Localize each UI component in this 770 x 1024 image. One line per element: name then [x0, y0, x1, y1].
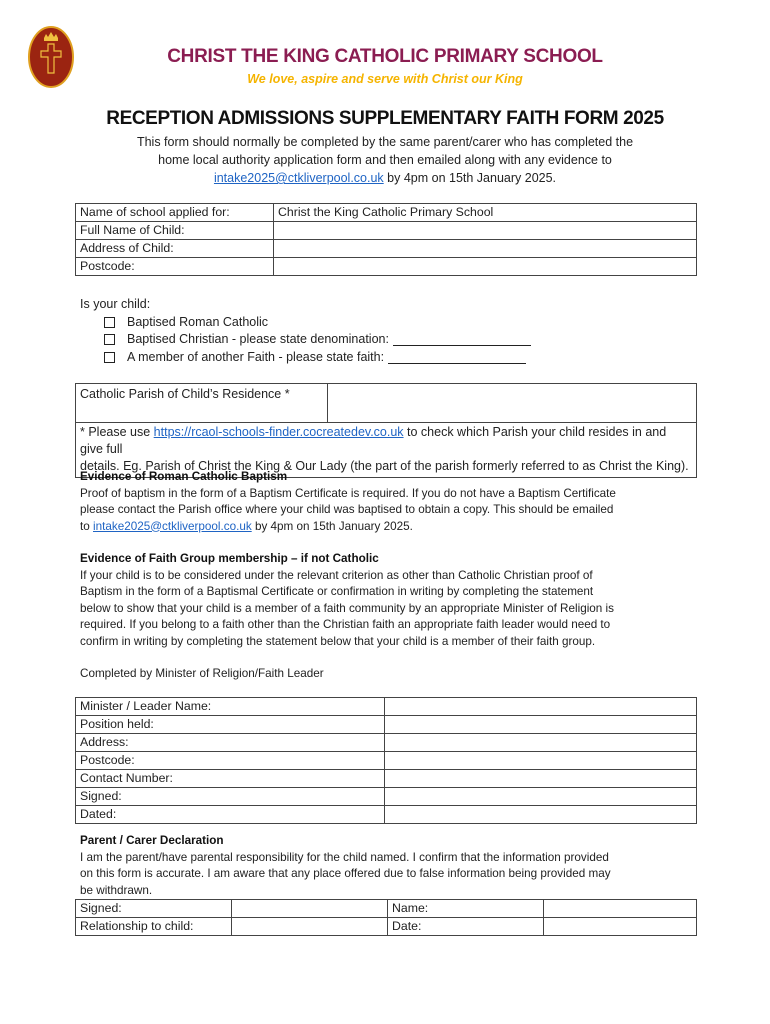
intro-line: [90, 169, 680, 187]
child-name-field[interactable]: [274, 222, 697, 240]
parish-field[interactable]: [328, 384, 697, 423]
minister-signed-field[interactable]: [385, 788, 697, 806]
faith-blank-field[interactable]: [388, 351, 526, 364]
row-label: Full Name of Child:: [76, 222, 274, 240]
option-label: Baptised Christian - please state denomination:: [127, 332, 389, 346]
note-text: to check which Parish your child resides in and give full: [80, 425, 667, 456]
completed-by-label: Completed by Minister of Religion/Faith Leader: [80, 667, 324, 680]
paragraph-line: be withdrawn.: [80, 883, 153, 897]
table-row: [76, 222, 697, 240]
paragraph-line: required. If you belong to a faith other than the Christian faith an appropriate faith leader would need to: [80, 618, 611, 631]
paragraph-line: confirm in writing by completing the statement below that your child is a member of their faith group.: [80, 634, 596, 648]
intro-line: home local authority application form and then emailed along with any evidence to: [158, 153, 612, 167]
parent-name-field[interactable]: [544, 900, 697, 918]
table-row: [76, 698, 697, 716]
school-motto: We love, aspire and serve with Christ our King: [247, 72, 523, 86]
row-label: Name:: [388, 900, 544, 918]
row-label: Contact Number:: [76, 770, 385, 788]
row-label: Date:: [388, 918, 544, 936]
parish-label: Catholic Parish of Child’s Residence *: [76, 384, 328, 423]
table-row: [76, 204, 697, 222]
paragraph-line: I am the parent/have parental responsibility for the child named. I confirm that the information provided: [80, 850, 609, 864]
note-text: details. Eg. Parish of Christ the King & Our Lady (the part of the parish formerly referred to as Christ the King).: [80, 459, 689, 473]
row-label: Signed:: [76, 900, 232, 918]
paragraph-line: [80, 519, 700, 536]
minister-name-field[interactable]: [385, 698, 697, 716]
intro-deadline: by 4pm on 15th January 2025.: [383, 171, 557, 185]
row-label: Relationship to child:: [76, 918, 232, 936]
table-row: [76, 788, 697, 806]
row-label: Postcode:: [76, 752, 385, 770]
paragraph-line: below to show that your child is a member of a faith community by an appropriate Minister of Religion is: [80, 601, 614, 615]
row-label: Address of Child:: [76, 240, 274, 258]
paragraph-line: Proof of baptism in the form of a Baptism Certificate is required. If you do not have a Baptism Certificate: [80, 486, 616, 500]
minister-postcode-field[interactable]: [385, 752, 697, 770]
text: by 4pm on 15th January 2025.: [251, 519, 413, 533]
paragraph-line: on this form is accurate. I am aware that any place offered due to false information being provided may: [80, 867, 611, 880]
minister-dated-field[interactable]: [385, 806, 697, 824]
table-row: [76, 734, 697, 752]
faith-question: [80, 296, 531, 366]
intake-email-link[interactable]: intake2025@ctkliverpool.co.uk: [213, 171, 384, 185]
row-label: Minister / Leader Name:: [76, 698, 385, 716]
contact-number-field[interactable]: [385, 770, 697, 788]
table-row: [76, 384, 697, 423]
child-details-table: [75, 203, 697, 276]
school-applied-field[interactable]: Christ the King Catholic Primary School: [274, 204, 697, 222]
child-postcode-field[interactable]: [274, 258, 697, 276]
table-row: [76, 240, 697, 258]
table-row: [76, 752, 697, 770]
table-row: [76, 258, 697, 276]
option-label: Baptised Roman Catholic: [127, 314, 269, 329]
row-label: Address:: [76, 734, 385, 752]
declaration-table: [75, 899, 697, 936]
intro-line: This form should normally be completed by the same parent/carer who has completed the: [136, 135, 634, 149]
position-field[interactable]: [385, 716, 697, 734]
evidence-faith-section: [80, 551, 700, 683]
schools-finder-link[interactable]: https://rcaol-schools-finder.cocreatedev.co.uk: [153, 425, 404, 439]
table-row: [76, 900, 697, 918]
evidence-rc-section: [80, 469, 700, 535]
table-row: [76, 918, 697, 936]
text: to: [80, 519, 93, 533]
table-row: [76, 770, 697, 788]
minister-details-table: [75, 697, 697, 824]
paragraph-line: please contact the Parish office where your child was baptised to obtain a copy. This should be emailed: [80, 503, 614, 516]
section-heading: Evidence of Roman Catholic Baptism: [80, 470, 288, 483]
paragraph-line: Baptism in the form of a Baptismal Certificate or confirmation in writing by completing the statement: [80, 585, 594, 598]
checkbox-icon[interactable]: [104, 317, 115, 328]
option-baptised-christian[interactable]: [104, 331, 531, 349]
parish-table: [75, 383, 697, 478]
table-row: [76, 716, 697, 734]
form-title: RECEPTION ADMISSIONS SUPPLEMENTARY FAITH FORM 2025: [106, 108, 664, 129]
row-label: Dated:: [76, 806, 385, 824]
section-heading: Evidence of Faith Group membership – if not Catholic: [80, 552, 379, 565]
child-address-field[interactable]: [274, 240, 697, 258]
row-label: Name of school applied for:: [76, 204, 274, 222]
parent-signed-field[interactable]: [232, 900, 388, 918]
option-label: A member of another Faith - please state faith:: [127, 349, 385, 364]
question-prompt: Is your child:: [80, 297, 151, 311]
form-intro: [90, 133, 680, 187]
section-heading: Parent / Carer Declaration: [80, 834, 224, 847]
row-label: Postcode:: [76, 258, 274, 276]
checkbox-icon[interactable]: [104, 352, 115, 363]
row-label: Position held:: [76, 716, 385, 734]
option-other-faith[interactable]: [104, 349, 531, 367]
relationship-field[interactable]: [232, 918, 388, 936]
paragraph-line: If your child is to be considered under the relevant criterion as other than Catholic Christian proof of: [80, 568, 593, 582]
checkbox-icon[interactable]: [104, 334, 115, 345]
parent-date-field[interactable]: [544, 918, 697, 936]
minister-address-field[interactable]: [385, 734, 697, 752]
declaration-section: [80, 833, 700, 899]
row-label: Signed:: [76, 788, 385, 806]
table-row: [76, 806, 697, 824]
intake-email-link[interactable]: intake2025@ctkliverpool.co.uk: [93, 519, 252, 533]
denomination-blank-field[interactable]: [393, 333, 531, 346]
school-name: CHRIST THE KING CATHOLIC PRIMARY SCHOOL: [167, 46, 603, 67]
note-text: * Please use: [80, 425, 154, 439]
option-baptised-rc[interactable]: [104, 314, 531, 332]
